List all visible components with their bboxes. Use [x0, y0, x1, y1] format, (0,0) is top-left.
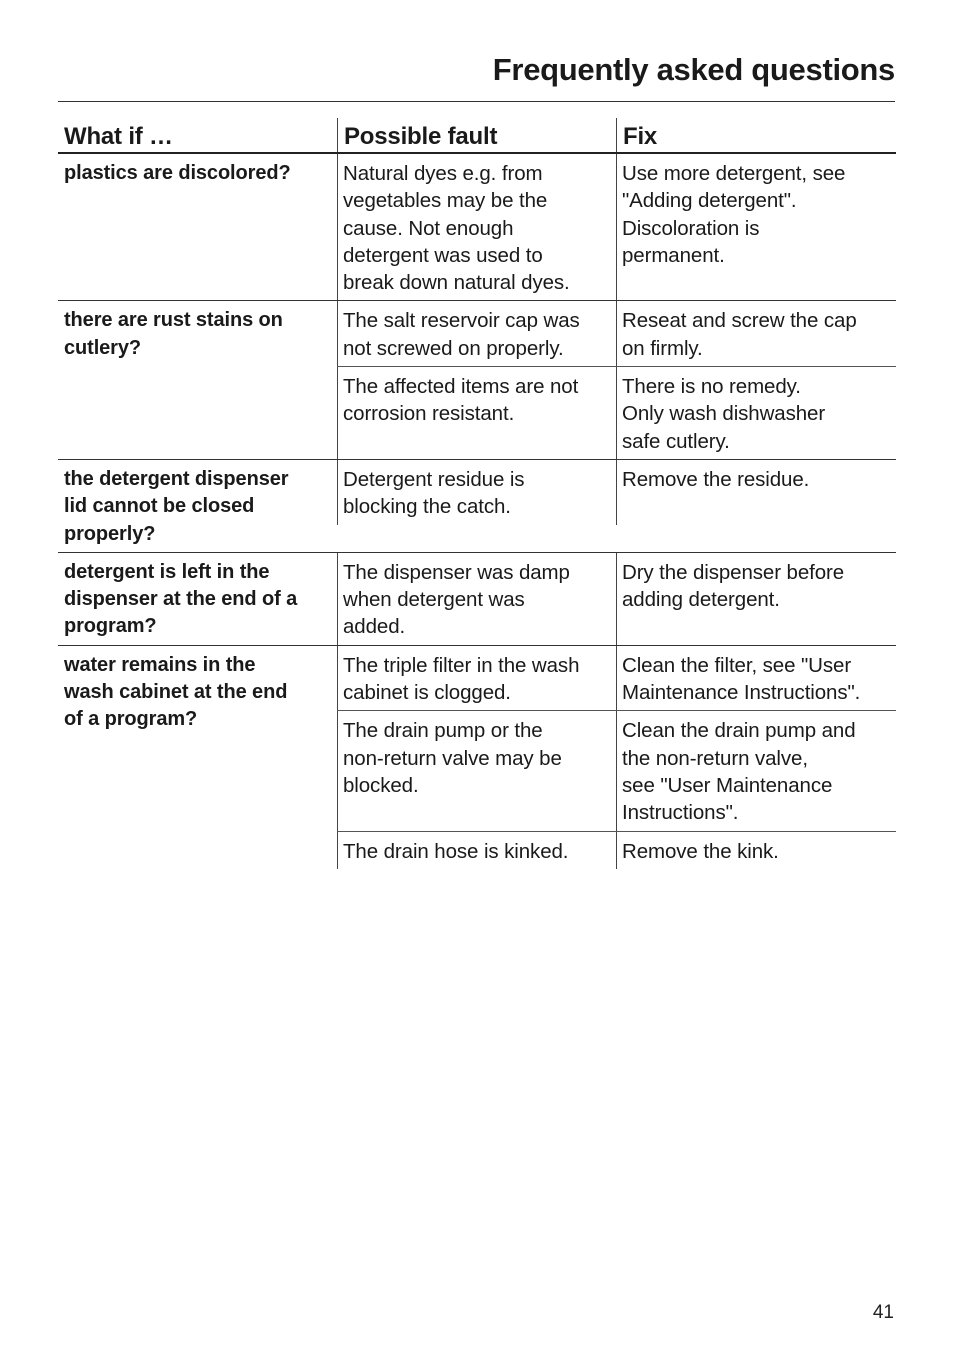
fix-cell: Use more detergent, see "Adding detergent". Discoloration is permanent.	[616, 154, 896, 300]
question-group	[58, 301, 896, 459]
fix-cell: Remove the kink.	[616, 832, 896, 869]
fault-cell: Natural dyes e.g. from vegetables may be the cause. Not enough detergent was used to break down natural dyes.	[337, 154, 616, 300]
fault-cell: Detergent residue is blocking the catch.	[337, 460, 616, 525]
fault-cell: The drain hose is kinked.	[337, 832, 616, 869]
question-cell: the detergent dispenser lid cannot be closed properly?	[64, 467, 289, 545]
table-row	[337, 154, 896, 300]
fix-cell: Reseat and screw the cap on firmly.	[616, 301, 896, 366]
fault-cell: The dispenser was damp when detergent was added.	[337, 553, 616, 645]
question-group	[58, 154, 896, 301]
fix-cell: Remove the residue.	[616, 460, 896, 525]
table-row	[337, 367, 896, 459]
table-row	[337, 832, 896, 869]
table-row	[337, 301, 896, 367]
fault-fix-rows	[337, 460, 896, 552]
fault-fix-rows	[337, 553, 896, 645]
fault-cell: The triple filter in the wash cabinet is clogged.	[337, 646, 616, 711]
table-header-row	[58, 118, 896, 154]
table-row	[337, 646, 896, 712]
fix-cell: Clean the drain pump and the non-return valve, see "User Maintenance Instructions".	[616, 711, 896, 830]
page-title: Frequently asked questions	[492, 52, 895, 87]
fix-cell: There is no remedy. Only wash dishwasher safe cutlery.	[616, 367, 896, 459]
header-possible-fault: Possible fault	[337, 118, 616, 152]
table-row	[337, 460, 896, 525]
fault-fix-rows	[337, 646, 896, 869]
header-fix: Fix	[616, 118, 896, 152]
fault-cell: The salt reservoir cap was not screwed on properly.	[337, 301, 616, 366]
table-row	[337, 553, 896, 645]
question-cell: plastics are discolored?	[64, 162, 291, 184]
fault-cell: The drain pump or the non-return valve may be blocked.	[337, 711, 616, 830]
page-number: 41	[872, 1302, 894, 1323]
table-body	[58, 154, 896, 869]
fault-fix-rows	[337, 301, 896, 458]
faq-table	[58, 118, 896, 869]
question-cell: there are rust stains on cutlery?	[64, 309, 283, 359]
fix-cell: Clean the filter, see "User Maintenance Instructions".	[616, 646, 896, 711]
question-group	[58, 460, 896, 553]
question-group	[58, 553, 896, 646]
header-what-if: What if …	[64, 123, 173, 150]
fault-fix-rows	[337, 154, 896, 300]
question-group	[58, 646, 896, 869]
question-cell: detergent is left in the dispenser at the end of a program?	[64, 560, 298, 638]
title-divider	[58, 101, 895, 102]
fix-cell: Dry the dispenser before adding detergent.	[616, 553, 896, 645]
table-row	[337, 711, 896, 831]
question-cell: water remains in the wash cabinet at the end of a program?	[64, 653, 288, 731]
fault-cell: The affected items are not corrosion resistant.	[337, 367, 616, 459]
